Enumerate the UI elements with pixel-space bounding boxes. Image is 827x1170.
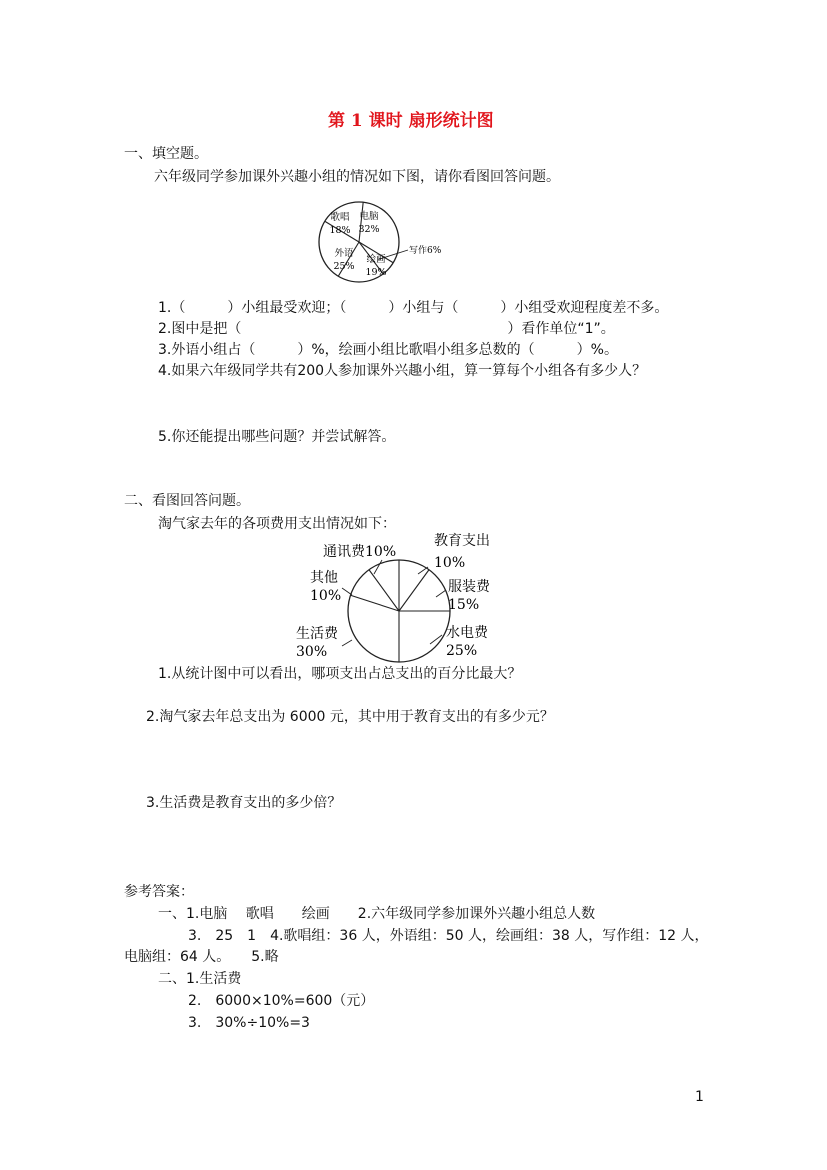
pie2-label-4: 其他 (310, 570, 338, 586)
pie1-label-2: 绘画 (366, 254, 386, 265)
section2-heading: 二、看图回答问题。 (124, 493, 250, 509)
pie2-group (296, 532, 491, 662)
pie1-label-writing: 写作6% (409, 246, 442, 256)
pie2-leader-1 (436, 590, 446, 597)
pie1-pct-4: 18% (329, 225, 351, 236)
pie1-label-3: 外语 (334, 248, 354, 259)
page-title: 第 1 课时 扇形统计图 (328, 111, 494, 131)
pie1-divider-0 (359, 202, 363, 242)
pie2-pct-2: 25% (446, 643, 478, 659)
s1-q4: 4.如果六年级同学共有200人参加课外兴趣小组，算一算每个小组各有多少人？ (158, 363, 647, 379)
pie1-group (319, 202, 442, 282)
pie1-pct-0: 32% (358, 224, 380, 235)
answers-line5: 2. 6000×10%=600（元） (188, 993, 375, 1009)
answers-line4: 二、1.生活费 (158, 971, 242, 987)
s1-q5: 5.你还能提出哪些问题？并尝试解答。 (158, 429, 396, 445)
section2-intro: 淘气家去年的各项费用支出情况如下： (158, 516, 396, 532)
pie1-label-4: 歌唱 (330, 212, 350, 223)
pie2-pct-3: 30% (296, 644, 328, 660)
pie2-divider-4 (350, 595, 399, 611)
pie2-label-comm: 通讯费10% (323, 544, 397, 560)
s2-q1: 1.从统计图中可以看出，哪项支出占总支出的百分比最大？ (158, 666, 522, 682)
s2-q3: 3.生活费是教育支出的多少倍？ (146, 795, 342, 811)
s2-q2: 2.淘气家去年总支出为 6000 元，其中用于教育支出的有多少元？ (146, 709, 554, 725)
pie1-pct-3: 25% (333, 261, 355, 272)
pie2-pct-4: 10% (310, 588, 342, 604)
answers-line1: 一、1.电脑 歌唱 绘画 2.六年级同学参加课外兴趣小组总人数 (158, 906, 596, 922)
pie2-pct-0: 10% (434, 555, 466, 571)
s1-q1: 1.（ ）小组最受欢迎；（ ）小组与（ ）小组受欢迎程度差不多。 (158, 300, 669, 316)
s1-q2: 2.图中是把（ ）看作单位“1”。 (158, 321, 615, 337)
s1-q3: 3.外语小组占（ ）%，绘画小组比歌唱小组多总数的（ ）%。 (158, 342, 618, 358)
pie2-leader-4 (342, 588, 352, 595)
pie2-divider-5 (369, 570, 399, 611)
pie1-pct-2: 19% (365, 267, 387, 278)
answers-line2: 3. 25 1 4.歌唱组：36 人，外语组：50 人，绘画组：38 人，写作组：12 人， (188, 928, 709, 944)
pie2-leader-3 (342, 640, 352, 646)
pie2-pct-1: 15% (448, 597, 480, 613)
answers-heading: 参考答案： (124, 884, 194, 900)
pie2-leader-2 (430, 635, 442, 644)
pie2-label-0: 教育支出 (434, 533, 490, 549)
pie2-divider-1 (399, 570, 429, 611)
pie2-label-1: 服装费 (448, 579, 490, 595)
answers-line3: 电脑组：64 人。 5.略 (124, 949, 279, 965)
pie2-leader-5 (374, 560, 382, 574)
pie2-label-2: 水电费 (446, 625, 488, 641)
section1-heading: 一、填空题。 (124, 146, 208, 162)
pie1-label-0: 电脑 (359, 211, 379, 222)
section1-intro: 六年级同学参加课外兴趣小组的情况如下图，请你看图回答问题。 (154, 169, 560, 185)
answers-line6: 3. 30%÷10%=3 (188, 1015, 310, 1031)
page-number: 1 (695, 1089, 704, 1105)
pie2-label-3: 生活费 (296, 626, 338, 642)
